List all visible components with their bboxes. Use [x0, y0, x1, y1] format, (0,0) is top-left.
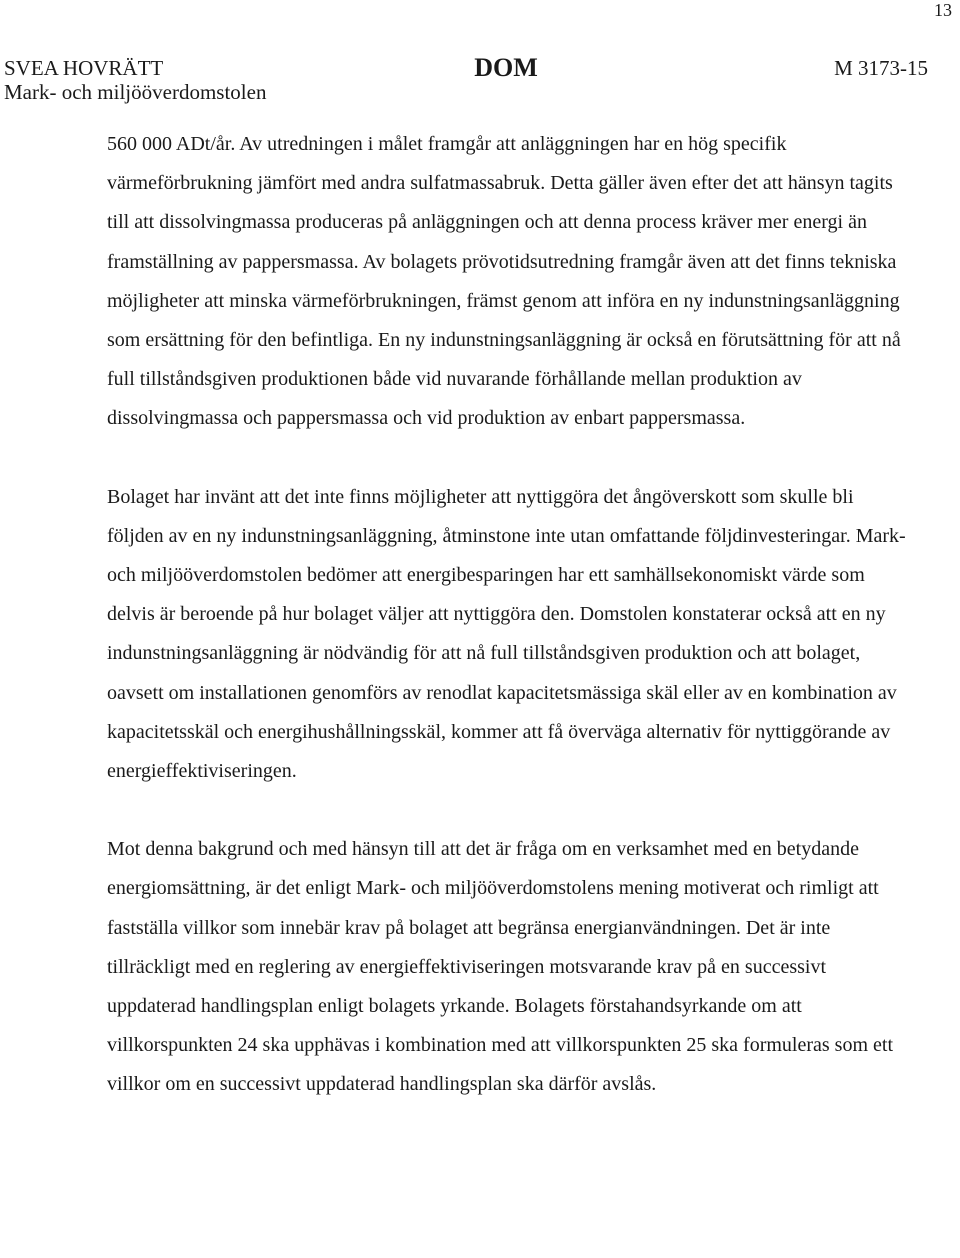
- court-division: Mark- och miljööverdomstolen: [4, 80, 267, 104]
- page-number: 13: [934, 0, 952, 20]
- document-body: [107, 125, 907, 1105]
- paragraph-2: Bolaget har invänt att det inte finns möjligheter att nyttiggöra det ångöverskott som skulle bli följden av en ny indunstningsanläggning, åtminstone inte utan omfattande följdinvesteringar. Mark- och miljööverdomstolen bedömer att energibesparingen har ett samhällsekonomiskt värde som delvis är beroende på hur bolaget väljer att nyttiggöra den. Domstolen konstaterar också att en ny indunstningsanläggning är nödvändig för att nå full tillståndsgiven produktion och att bolaget, oavsett om installationen genomförs av renodlat kapacitetsmässiga skäl eller av en kombination av kapacitetsskäl och energihushållningsskäl, kommer att få överväga alternativ för nyttiggörande av energieffektiviseringen.: [107, 485, 906, 783]
- paragraph-3: Mot denna bakgrund och med hänsyn till att det är fråga om en verksamhet med en betydande energiomsättning, är det enligt Mark- och miljööverdomstolens mening motiverat och rimligt att fastställa villkor som innebär krav på bolaget att begränsa energianvändningen. Det är inte tillräckligt med en reglering av energieffektiviseringen motsvarande krav på en successivt uppdaterad handlingsplan enligt bolagets yrkande. Bolagets förstahandsyrkande om att villkorspunkten 24 ska upphävas i kombination med att villkorspunkten 25 ska formuleras som ett villkor om en successivt uppdaterad handlingsplan ska därför avslås.: [107, 838, 893, 1096]
- case-number: M 3173-15: [834, 56, 928, 80]
- document-header: [4, 53, 928, 104]
- court-name: SVEA HOVRÄTT: [4, 56, 164, 80]
- paragraph-1: 560 000 ADt/år. Av utredningen i målet framgår att anläggningen har en hög specifik värmeförbrukning jämfört med andra sulfatmassabruk. Detta gäller även efter det att hänsyn tagits till att dissolvingmassa produceras på anläggningen och att denna process kräver mer energi än framställning av pappersmassa. Av bolagets prövotidsutredning framgår även att det finns tekniska möjligheter att minska värmeförbrukningen, främst genom att införa en ny indunstningsanläggning som ersättning för den befintliga. En ny indunstningsanläggning är också en förutsättning för att nå full tillståndsgiven produktionen både vid nuvarande förhållande mellan produktion av dissolvingmassa och pappersmassa och vid produktion av enbart pappersmassa.: [107, 133, 901, 430]
- document-type: DOM: [474, 53, 538, 82]
